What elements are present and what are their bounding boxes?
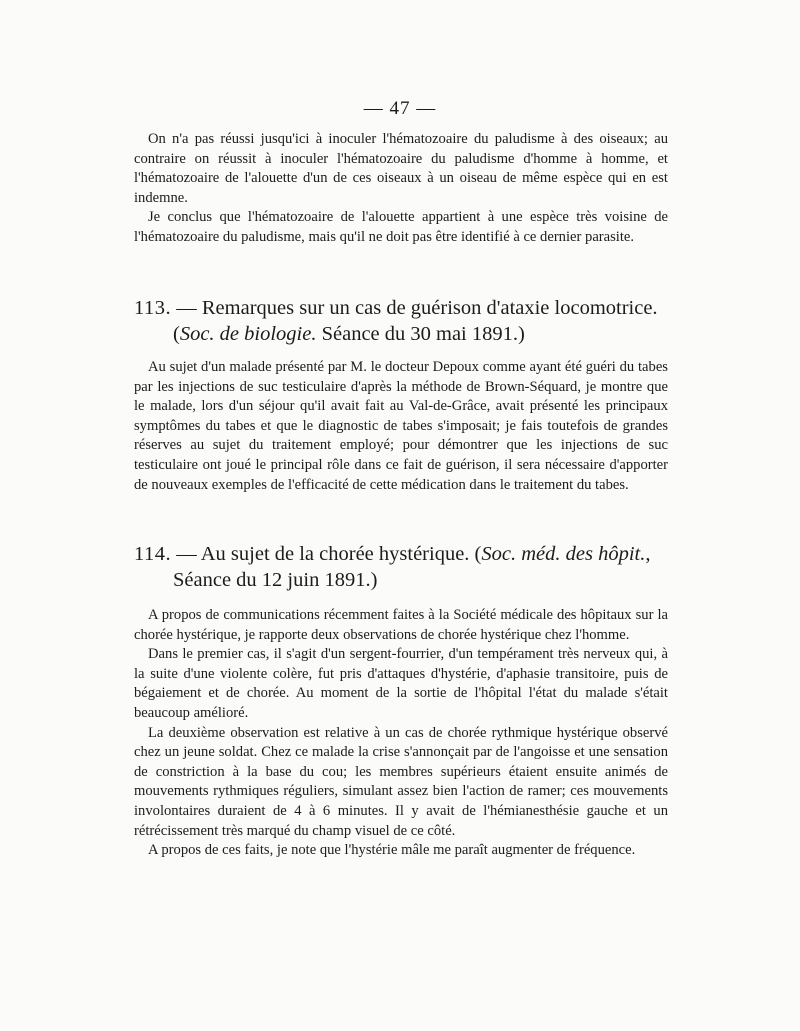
- section-113-source-date: Séance du 30 mai 1891.): [316, 323, 525, 345]
- section-113-heading: [134, 295, 668, 347]
- section-114-paragraph-3: La deuxième observation est relative à un cas de chorée rythmique hystérique observé chez un jeune soldat. Chez ce malade la crise s'annonçait par de l'angoisse et une sensation de constriction à la base du cou; les membres supérieurs étaient ensuite animés de mouvements rythmiques réguliers, simulant assez bien l'action de ramer; ces mouvements involontaires duraient de 4 à 6 minutes. Il y avait de l'hémianesthésie gauche et un rétrécissement très marqué du champ visuel de ce côté.: [134, 724, 668, 839]
- section-114-heading: [134, 541, 668, 593]
- section-114-paragraph-2: Dans le premier cas, il s'agit d'un sergent-fourrier, d'un tempérament très nerveux qui, à la suite d'une violente colère, fut pris d'attaques d'hystérie, d'aphasie transitoire, puis de bégaiement et de chorée. Au moment de la sortie de l'hôpital l'état du malade s'était beaucoup amélioré.: [134, 646, 668, 721]
- section-113-source-journal: Soc. de biologie.: [179, 323, 317, 345]
- section-114-number: 114.: [134, 543, 172, 565]
- section-114-paragraph-4: A propos de ces faits, je note que l'hystérie mâle me paraît augmenter de fréquence.: [148, 842, 636, 859]
- intro-paragraph-2: Je conclus que l'hématozoaire de l'alouette appartient à une espèce très voisine de l'hématozoaire du paludisme, mais qu'il ne doit pas être identifié à ce dernier parasite.: [134, 209, 668, 245]
- section-113-paragraph-1: Au sujet d'un malade présenté par M. le docteur Depoux comme ayant été guéri du tabes par les injections de suc testiculaire d'après la méthode de Brown-Séquard, je montre que le malade, lors d'un séjour qu'il avait fait au Val-de-Grâce, avait présenté les principaux symptômes du tabes et que le diagnostic de tabes s'imposait; je fais toutefois de grandes réserves au sujet du traitement employé; pour démontrer que les injections de suc testiculaire ont joué le principal rôle dans ce fait de guérison, il sera nécessaire d'apporter de nouveaux exemples de l'efficacité de cette médication dans le traitement du tabes.: [134, 359, 668, 493]
- intro-text: [134, 130, 668, 248]
- section-113-number: 113.: [134, 297, 172, 319]
- section-114-title-text: — Au sujet de la chorée hystérique. (: [176, 543, 482, 565]
- section-114-paragraph-1: A propos de communications récemment faites à la Société médicale des hôpitaux sur la chorée hystérique, je rapporte deux observations de chorée hystérique chez l'homme.: [134, 607, 668, 643]
- section-113-title: [134, 295, 668, 347]
- page-number: — 47 —: [363, 98, 437, 119]
- section-113-body: [134, 358, 668, 495]
- section-114-body: [134, 606, 668, 861]
- intro-paragraph-1: On n'a pas réussi jusqu'ici à inoculer l'hématozoaire du paludisme à des oiseaux; au contraire on réussit à inoculer l'hématozoaire du paludisme d'homme à homme, et l'hématozoaire de l'alouette d'un de ces oiseaux à un oiseau de même espèce qui en est indemne.: [134, 131, 668, 206]
- section-113-title-text: — Remarques sur un cas de guérison d'ataxie locomotrice.: [176, 297, 658, 319]
- section-114-title: [134, 541, 668, 593]
- section-114-source-journal: Soc. méd. des hôpit.: [481, 543, 646, 565]
- section-114-subtitle: Séance du 12 juin 1891.): [173, 569, 378, 591]
- section-113-source-open: (: [173, 323, 180, 345]
- section-114-source-comma: ,: [645, 543, 651, 565]
- section-113-source: [134, 321, 668, 347]
